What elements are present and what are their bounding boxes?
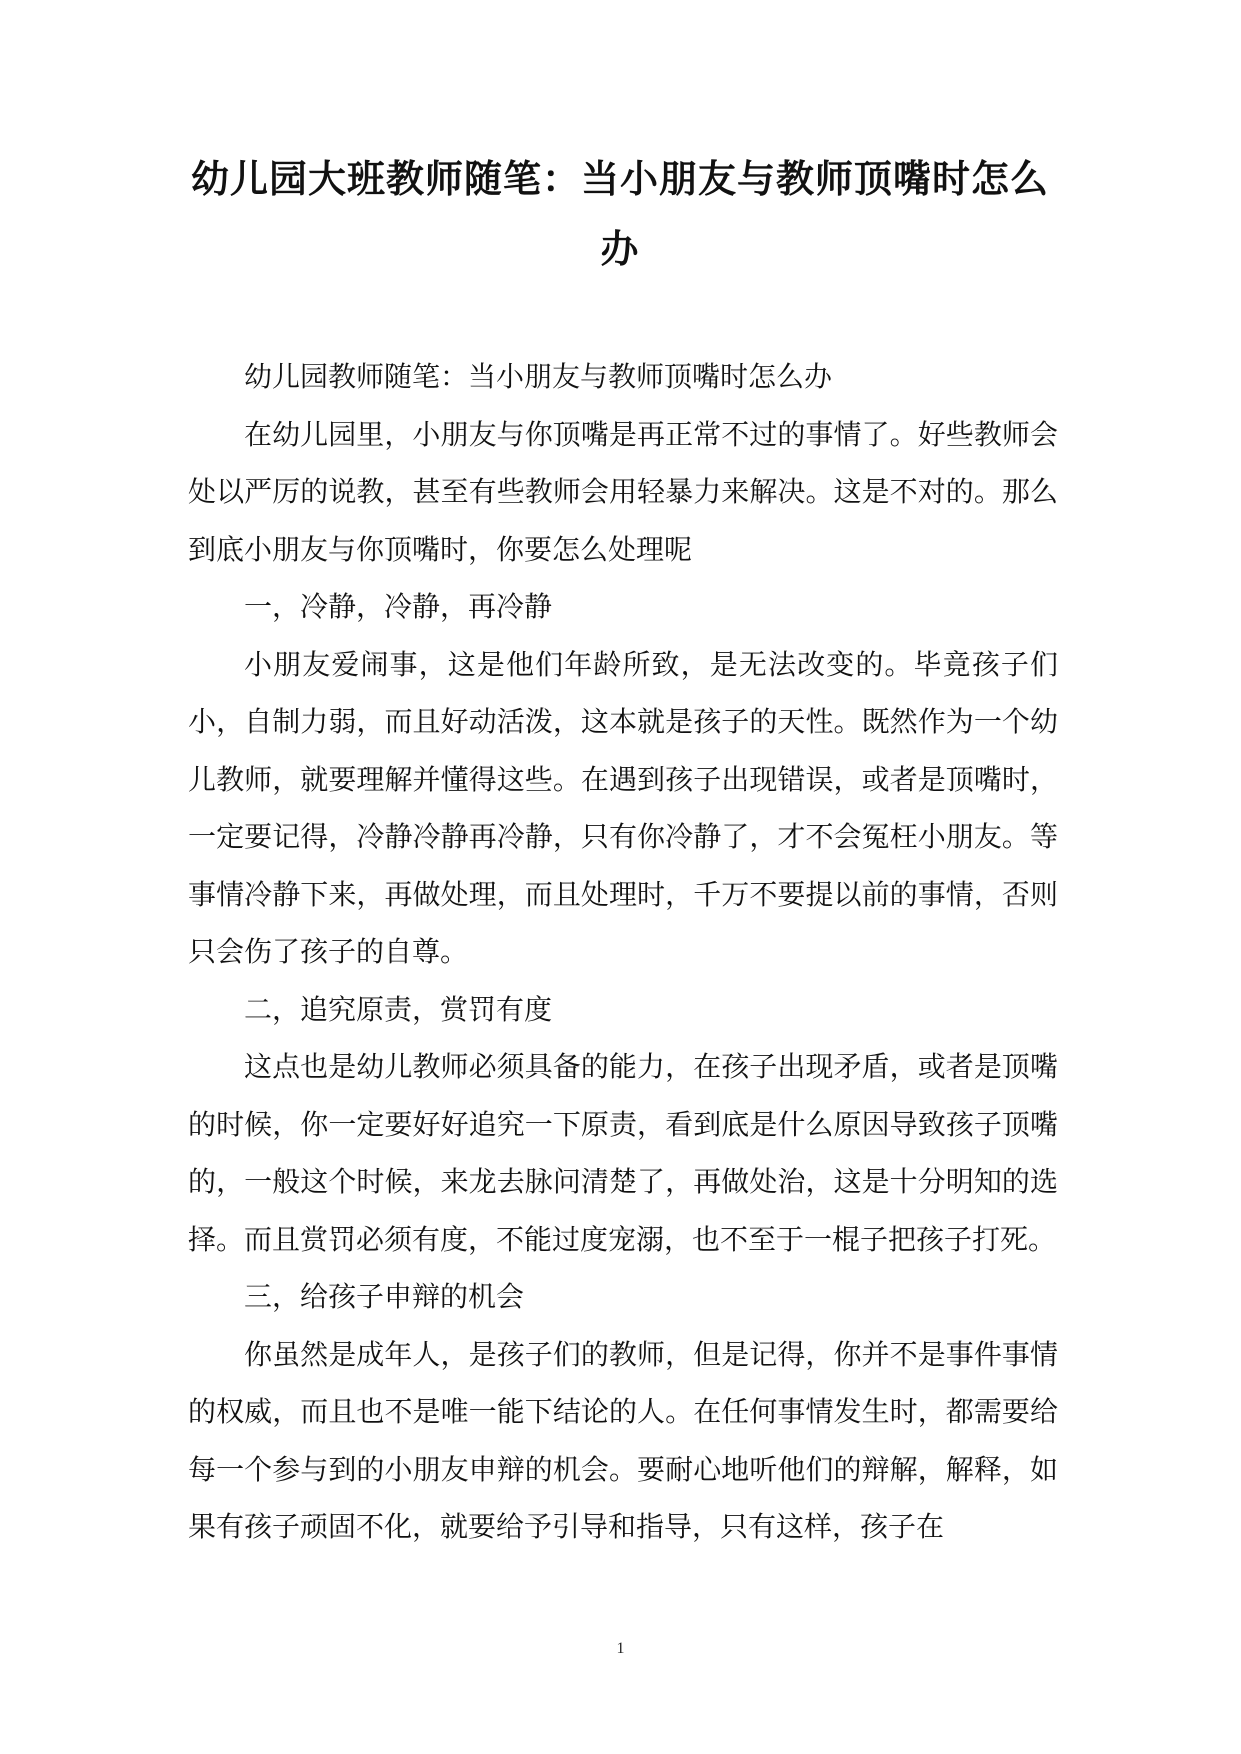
paragraph-intro: 在幼儿园里，小朋友与你顶嘴是再正常不过的事情了。好些教师会处以严厉的说教，甚至有些教师会用轻暴力来解决。这是不对的。那么到底小朋友与你顶嘴时，你要怎么处理呢 (188, 417, 1058, 566)
document-body (188, 348, 1058, 1556)
paragraph-subtitle: 幼儿园教师随笔：当小朋友与教师顶嘴时怎么办 (244, 360, 833, 393)
page-number: 1 (616, 1640, 625, 1657)
section-heading-2: 二，追究原责，赏罚有度 (244, 992, 553, 1026)
section-heading-3: 三，给孩子申辩的机会 (244, 1280, 525, 1313)
paragraph-section-2: 这点也是幼儿教师必须具备的能力，在孩子出现矛盾，或者是顶嘴的时候，你一定要好好追究一下原责，看到底是什么原因导致孩子顶嘴的，一般这个时候，来龙去脉问清楚了，再做处治，这是十分明知的选择。而且赏罚必须有度，不能过度宠溺，也不至于一棍子把孩子打死。 (188, 1050, 1058, 1256)
paragraph-section-3: 你虽然是成年人，是孩子们的教师，但是记得，你并不是事件事情的权威，而且也不是唯一能下结论的人。在任何事情发生时，都需要给每一个参与到的小朋友申辩的机会。要耐心地听他们的辩解，解释，如果有孩子顽固不化，就要给予引导和指导，只有这样，孩子在 (188, 1337, 1058, 1543)
document-title: 幼儿园大班教师随笔：当小朋友与教师顶嘴时怎么办 (190, 157, 1049, 271)
paragraph-section-1: 小朋友爱闹事，这是他们年龄所致，是无法改变的。毕竟孩子们小，自制力弱，而且好动活泼，这本就是孩子的天性。既然作为一个幼儿教师，就要理解并懂得这些。在遇到孩子出现错误，或者是顶嘴时，一定要记得，冷静冷静再冷静，只有你冷静了，才不会冤枉小朋友。等事情冷静下来，再做处理，而且处理时，千万不要提以前的事情，否则只会伤了孩子的自尊。 (188, 647, 1058, 968)
section-heading-1: 一，冷静，冷静，再冷静 (244, 590, 553, 623)
